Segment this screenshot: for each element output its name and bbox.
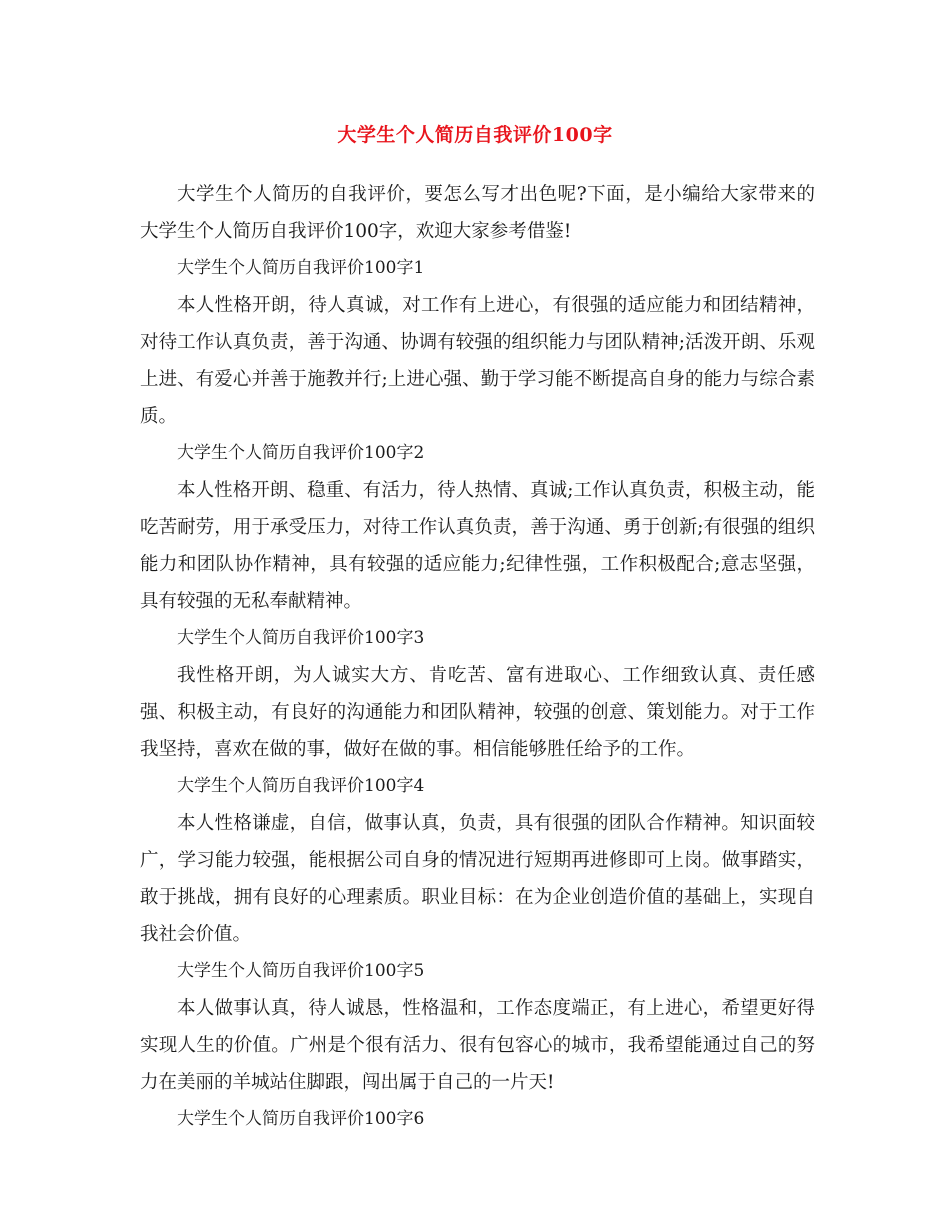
section-paragraph-1: 本人性格开朗，待人真诚，对工作有上进心，有很强的适应能力和团结精神，对待工作认真负责，善于沟通、协调有较强的组织能力与团队精神;活泼开朗、乐观上进、有爱心并善于施教并行;上进心强、勤于学习能不断提高自身的能力与综合素质。 [140,295,815,427]
section-heading-1: 大学生个人简历自我评价100字1 [177,258,425,278]
section-paragraph-3: 我性格开朗，为人诚实大方、肯吃苦、富有进取心、工作细致认真、责任感强、积极主动，有良好的沟通能力和团队精神，较强的创意、策划能力。对于工作我坚持，喜欢在做的事，做好在做的事。相信能够胜任给予的工作。 [140,665,815,760]
section-paragraph-2: 本人性格开朗、稳重、有活力，待人热情、真诚;工作认真负责，积极主动，能吃苦耐劳，用于承受压力，对待工作认真负责，善于沟通、勇于创新;有很强的组织能力和团队协作精神，具有较强的适应能力;纪律性强，工作积极配合;意志坚强，具有较强的无私奉献精神。 [140,480,815,612]
section-paragraph-4: 本人性格谦虚，自信，做事认真，负责，具有很强的团队合作精神。知识面较广，学习能力较强，能根据公司自身的情况进行短期再进修即可上岗。做事踏实，敢于挑战，拥有良好的心理素质。职业目标：在为企业创造价值的基础上，实现自我社会价值。 [140,813,815,945]
section-paragraph-5: 本人做事认真，待人诚恳，性格温和，工作态度端正，有上进心，希望更好得实现人生的价值。广州是个很有活力、很有包容心的城市，我希望能通过自己的努力在美丽的羊城站住脚跟，闯出属于自己的一片天! [140,998,815,1093]
section-heading-5: 大学生个人简历自我评价100字5 [177,961,425,981]
intro-paragraph: 大学生个人简历的自我评价，要怎么写才出色呢?下面，是小编给大家带来的大学生个人简历自我评价100字，欢迎大家参考借鉴! [140,184,815,242]
section-heading-2: 大学生个人简历自我评价100字2 [177,443,425,463]
document-body [140,176,815,1138]
section-heading-6: 大学生个人简历自我评价100字6 [177,1109,425,1129]
section-heading-4: 大学生个人简历自我评价100字4 [177,776,425,796]
document-title: 大学生个人简历自我评价100字 [337,124,613,146]
section-heading-3: 大学生个人简历自我评价100字3 [177,628,425,648]
